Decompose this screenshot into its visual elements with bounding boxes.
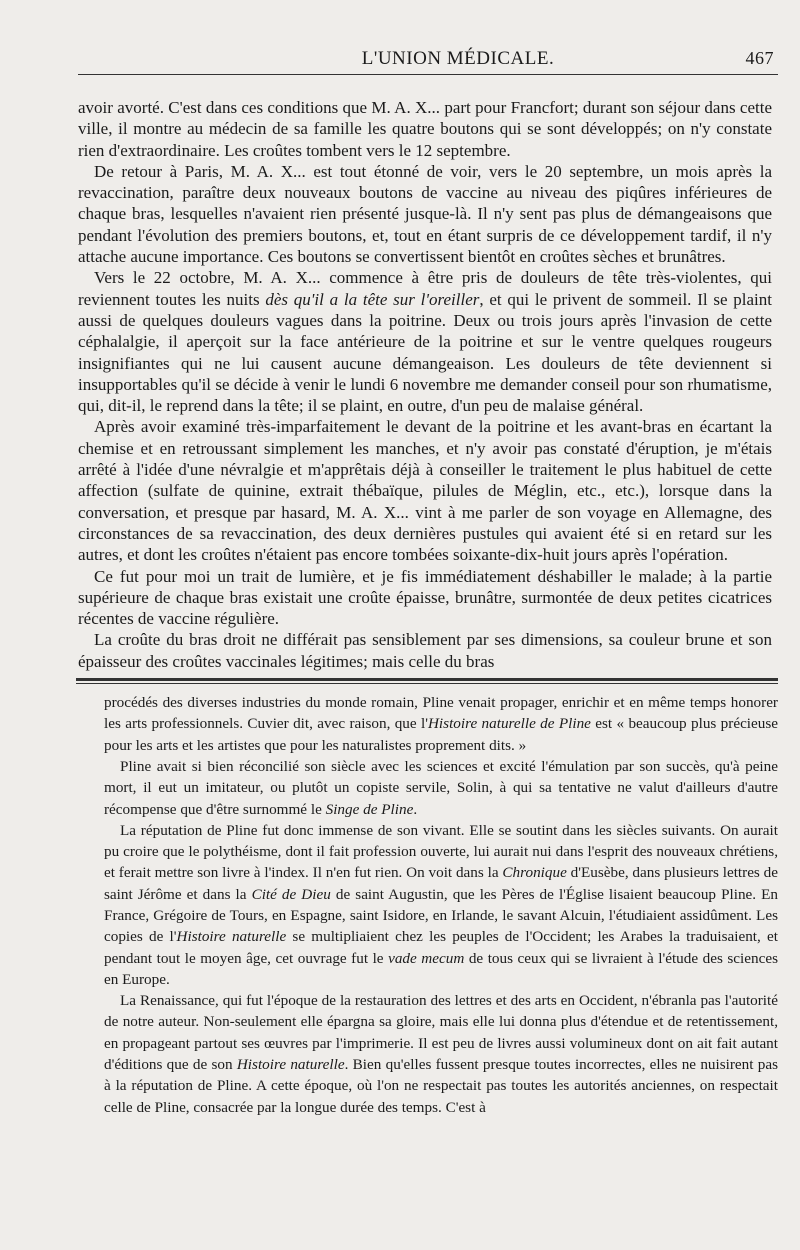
paragraph-6: La croûte du bras droit ne différait pas sensiblement par ses dimensions, sa couleur brune et son épaisseur des croûtes vaccinales légitimes; mais celle du bras xyxy=(78,630,772,671)
paragraph-3-text-a: Vers le 22 octobre, M. A. X... commence à être pris de douleurs de tête très-violentes, qui reviennent toutes les nuits xyxy=(78,268,772,309)
paragraph-2: De retour à Paris, M. A. X... est tout étonné de voir, vers le 20 septembre, un mois après la revaccination, paraître deux nouveaux boutons de vaccine au niveau des piqûres inférieures de chaque bras, lesquelles n'avaient rien présenté jusque-là. Il n'y sent pas plus de démangeaisons que pendant l'évolution des premiers boutons, et, tout en étant surpris de ce développement tardif, il n'y attache aucune importance. Ces boutons se convertissent bientôt en croûtes sèches et brunâtres. xyxy=(78,161,772,267)
footer-p4-italic: Histoire naturelle xyxy=(236,1056,345,1074)
main-text xyxy=(78,97,772,672)
footer-paragraph-4 xyxy=(104,990,778,1118)
footer-p4-text-b: . Bien qu'elles fussent presque toutes incorrectes, elles ne nuisirent pas à la réputation de Pline. A cette époque, où l'on ne respectait pas toutes les autorités anciennes, on respectait celle de Pline, consacrée par la longue durée des temps. C'est à xyxy=(104,1056,778,1116)
footer-p3-italic-2: Cité de Dieu xyxy=(251,885,331,903)
running-header xyxy=(78,48,778,75)
feuilleton-separator xyxy=(76,678,778,684)
feuilleton-text xyxy=(78,692,778,1118)
footer-p1-italic: Histoire naturelle de Pline xyxy=(427,715,591,733)
paragraph-3-text-b: , et qui le privent de sommeil. Il se plaint aussi de quelques douleurs vagues dans la poitrine. Deux ou trois jours après l'invasion de cette céphalalgie, il aperçoit sur la face antérieure de la poitrine et sur le ventre quelques rougeurs insignifiantes qui ne lui causent aucune démangeaison. Les douleurs de tête deviennent si insupportables qu'il se décide à venir le lundi 6 novembre me demander conseil pour son rhumatisme, qui, dit-il, le reprend dans la tête; il se plaint, en outre, d'un peu de malaise général. xyxy=(78,289,772,416)
footer-p2-text-b: . xyxy=(413,800,418,818)
paragraph-4: Après avoir examiné très-imparfaitement le devant de la poitrine et les avant-bras en écartant la chemise et en retroussant simplement les manches, et n'y avoir pas constaté d'éruption, je m'étais arrêté à l'idée d'une névralgie et m'apprêtais déjà à conseiller le traitement le plus habituel de cette affection (sulfate de quinine, extrait thébaïque, pilules de Méglin, etc., etc.), lorsque dans la conversation, et presque par hasard, M. A. X... vint à me parler de son voyage en Allemagne, des circonstances de sa revaccination, des deux dernières pustules qui avaient été si en retard sur les autres, et dont les croûtes n'étaient pas encore tombées soixante-dix-huit jours après l'opération. xyxy=(78,417,772,565)
footer-p4-text-a: La Renaissance, qui fut l'époque de la restauration des lettres et des arts en Occident, n'ébranla pas l'autorité de notre auteur. Non-seulement elle épargna sa gloire, mais elle lui donna plus d'étendue et de retentissement, en propageant partout ses œuvres par l'imprimerie. Il est peu de livres aussi volumineux dont on ait fait autant d'éditions que de son xyxy=(104,992,778,1074)
footer-paragraph-2 xyxy=(104,756,778,820)
footer-p3-text-c: de saint Augustin, que les Pères de l'Église lisaient beaucoup Pline. En France, Grégoire de Tours, en Espagne, saint Isidore, en Irlande, le savant Alcuin, l'étudiaient assidûment. Les copies de l' xyxy=(104,885,779,946)
paragraph-1: avoir avorté. C'est dans ces conditions que M. A. X... part pour Francfort; durant son séjour dans cette ville, il montre au médecin de sa famille les quatre boutons qui se sont développés; on n'y constate rien d'extraordinaire. Les croûtes tombent vers le 12 septembre. xyxy=(78,98,772,160)
footer-p3-italic-3: Histoire naturelle xyxy=(176,928,287,946)
footer-p3-text-e: de tous ceux qui se livraient à l'étude des sciences en Europe. xyxy=(104,949,778,988)
paragraph-3 xyxy=(78,267,772,416)
paragraph-3-italic: dès qu'il a la tête sur l'oreiller xyxy=(265,289,480,309)
footer-p3-text-d: se multipliaient chez les peuples de l'Occident; les Arabes la traduisaient, et pendant tout le moyen âge, cet ouvrage fut le xyxy=(104,928,778,967)
footer-p3-italic-1: Chronique xyxy=(502,864,567,882)
page-number: 467 xyxy=(745,48,774,68)
paragraph-5: Ce fut pour moi un trait de lumière, et je fis immédiatement déshabiller le malade; à la partie supérieure de chaque bras existait une croûte épaisse, brunâtre, surmontée de deux petites cicatrices récentes de vaccine régulière. xyxy=(78,566,772,629)
footer-p2-text-a: Pline avait si bien réconcilié son siècle avec les sciences et excité l'émulation par son succès, qu'à peine mort, il eut un imitateur, ou plutôt un copiste servile, Solin, à qui sa tentative ne valut d'ailleurs d'autre récompense que d'être surnommé le xyxy=(104,757,778,818)
journal-title: L'UNION MÉDICALE. xyxy=(361,48,555,69)
footer-p2-italic: Singe de Pline xyxy=(325,800,414,818)
footer-p3-text-a: La réputation de Pline fut donc immense de son vivant. Elle se soutint dans les siècles suivants. On aurait pu croire que le polythéisme, dont il fait profession ouverte, lui aurait nui dans l'esprit des nouveaux chrétiens, et ferait mettre son livre à l'index. Il n'en fut rien. On voit dans la xyxy=(104,821,778,882)
footer-p3-italic-4: vade mecum xyxy=(388,949,465,967)
footer-p3-text-b: d'Eusèbe, dans plusieurs lettres de saint Jérôme et dans la xyxy=(104,864,778,903)
footer-paragraph-1 xyxy=(104,692,778,756)
footer-p1-text-a: procédés des diverses industries du monde romain, Pline venait propager, enrichir et en même temps honorer les arts professionnels. Cuvier dit, avec raison, que l' xyxy=(104,694,778,733)
footer-paragraph-3 xyxy=(104,820,778,990)
footer-p1-text-b: est « beaucoup plus précieuse pour les arts et les artistes que pour les naturalistes proprement dits. » xyxy=(104,715,779,754)
